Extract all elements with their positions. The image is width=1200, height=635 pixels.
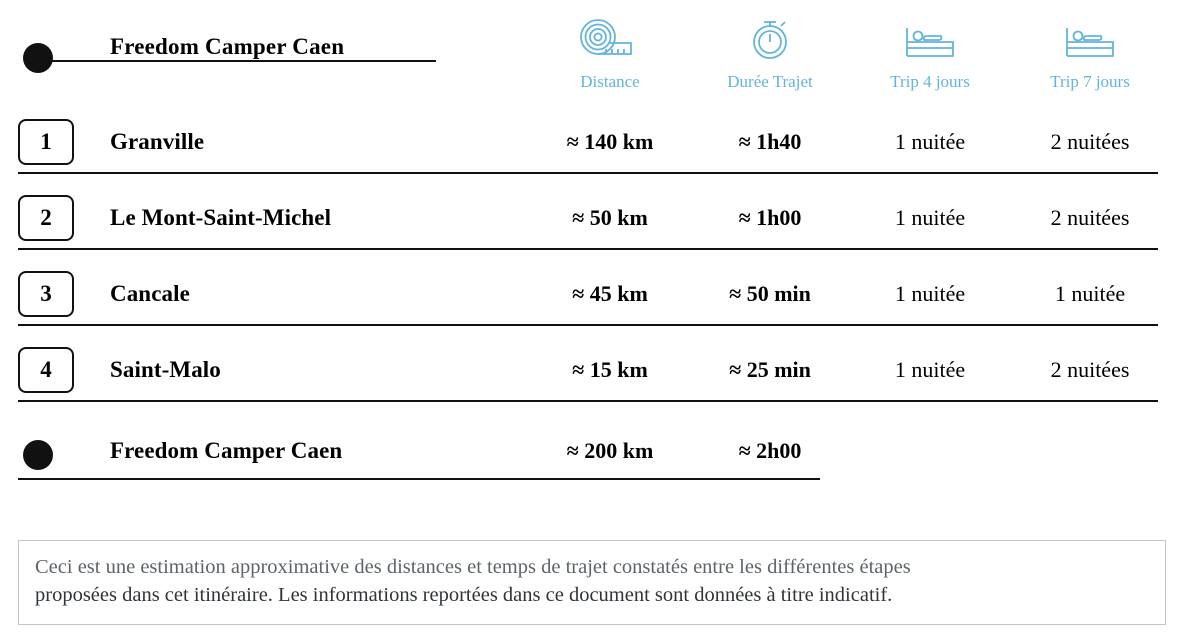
step-trip7: 2 nuitées bbox=[1050, 205, 1130, 230]
step-trip4: 1 nuitée bbox=[894, 205, 966, 230]
step-distance: ≈ 140 km bbox=[566, 129, 654, 154]
end-dot-icon bbox=[23, 440, 53, 470]
step-trip7: 1 nuitée bbox=[1054, 281, 1126, 306]
step-trip4: 1 nuitée bbox=[894, 129, 966, 154]
row-underline bbox=[18, 400, 1158, 402]
table-row bbox=[0, 104, 1200, 180]
step-duration: ≈ 25 min bbox=[729, 357, 811, 382]
step-place: Saint-Malo bbox=[110, 357, 221, 382]
step-duration: ≈ 1h00 bbox=[738, 205, 802, 230]
column-header-trip4-label: Trip 4 jours bbox=[890, 72, 970, 91]
start-dot-icon bbox=[23, 43, 53, 73]
step-number: 2 bbox=[18, 195, 74, 241]
step-duration: ≈ 50 min bbox=[729, 281, 811, 306]
step-number: 4 bbox=[18, 347, 74, 393]
bed-icon bbox=[850, 14, 1010, 62]
header-row bbox=[0, 0, 1200, 104]
column-header-trip4 bbox=[850, 0, 1010, 104]
step-place: Cancale bbox=[110, 281, 190, 306]
step-duration: ≈ 1h40 bbox=[738, 129, 802, 154]
start-rule bbox=[46, 60, 436, 62]
final-place: Freedom Camper Caen bbox=[110, 438, 343, 463]
table-row bbox=[0, 180, 1200, 256]
row-underline bbox=[18, 324, 1158, 326]
start-title: Freedom Camper Caen bbox=[110, 34, 345, 59]
step-trip4: 1 nuitée bbox=[894, 357, 966, 382]
column-header-trip7-label: Trip 7 jours bbox=[1050, 72, 1130, 91]
step-trip7: 2 nuitées bbox=[1050, 129, 1130, 154]
start-label-cell bbox=[110, 0, 530, 104]
tape-measure-icon bbox=[530, 14, 690, 62]
disclaimer-line-1: Ceci est une estimation approximative des distances et temps de trajet constatés entre les différentes étapes bbox=[35, 556, 911, 578]
column-header-trip7 bbox=[1010, 0, 1170, 104]
column-header-distance-label: Distance bbox=[580, 72, 640, 91]
final-duration: ≈ 2h00 bbox=[738, 438, 802, 463]
column-header-duration-label: Durée Trajet bbox=[727, 72, 813, 91]
bed-icon bbox=[1010, 14, 1170, 62]
table-row bbox=[0, 256, 1200, 332]
start-marker-cell bbox=[18, 0, 110, 104]
disclaimer-line-2: proposées dans cet itinéraire. Les informations reportées dans ce document sont données à titre indicatif. bbox=[35, 584, 893, 607]
end-marker-cell bbox=[18, 408, 110, 494]
step-number: 3 bbox=[18, 271, 74, 317]
disclaimer-note bbox=[18, 540, 1166, 625]
step-number: 1 bbox=[18, 119, 74, 165]
final-row bbox=[0, 408, 1200, 494]
row-underline bbox=[18, 172, 1158, 174]
step-distance: ≈ 45 km bbox=[572, 281, 648, 306]
column-header-distance bbox=[530, 0, 690, 104]
step-place: Granville bbox=[110, 129, 205, 154]
step-trip4: 1 nuitée bbox=[894, 281, 966, 306]
step-distance: ≈ 15 km bbox=[572, 357, 648, 382]
table-row bbox=[0, 332, 1200, 408]
final-underline bbox=[18, 478, 820, 480]
stopwatch-icon bbox=[690, 14, 850, 62]
step-trip7: 2 nuitées bbox=[1050, 357, 1130, 382]
step-place: Le Mont-Saint-Michel bbox=[110, 205, 332, 230]
step-distance: ≈ 50 km bbox=[572, 205, 648, 230]
row-underline bbox=[18, 248, 1158, 250]
final-distance: ≈ 200 km bbox=[566, 438, 654, 463]
column-header-duration bbox=[690, 0, 850, 104]
